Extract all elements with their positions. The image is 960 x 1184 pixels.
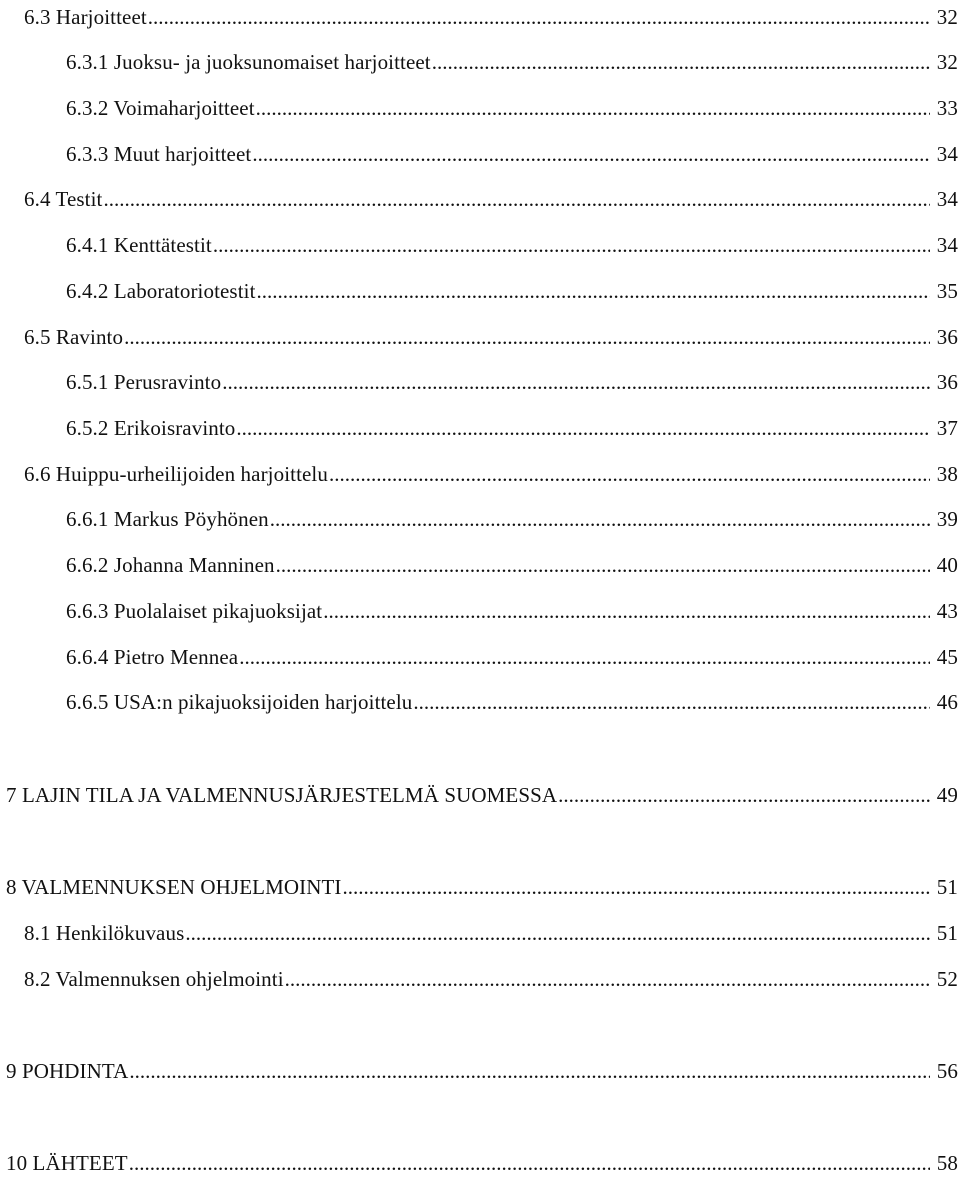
toc-entry-6-3-3[interactable] — [66, 137, 960, 171]
toc-entry-6-3[interactable] — [24, 0, 960, 34]
toc-entry-page: 46 — [936, 690, 958, 714]
toc-entry-6-5-2[interactable] — [66, 411, 960, 445]
toc-entry-label: 6.4 Testit — [24, 187, 103, 211]
toc-entry-page: 39 — [936, 507, 958, 531]
toc-entry-6-4-2[interactable] — [66, 274, 960, 308]
toc-entry-page: 56 — [936, 1059, 958, 1083]
dot-leader — [222, 365, 930, 399]
toc-entry-6-6-2[interactable] — [66, 548, 960, 582]
toc-entry-6-6[interactable] — [24, 457, 960, 491]
toc-entry-label: 6.3 Harjoitteet — [24, 5, 147, 29]
toc-entry-7[interactable] — [6, 778, 960, 812]
toc-entry-page: 49 — [936, 783, 958, 807]
toc-entry-label: 6.6.4 Pietro Mennea — [66, 645, 239, 669]
toc-entry-page: 34 — [936, 187, 958, 211]
toc-entry-page: 34 — [936, 233, 958, 257]
toc-entry-label: 6.3.3 Muut harjoitteet — [66, 142, 252, 166]
dot-leader — [270, 502, 930, 536]
dot-leader — [148, 0, 930, 34]
dot-leader — [185, 916, 930, 950]
dot-leader — [256, 91, 930, 125]
toc-entry-label: 6.5.2 Erikoisravinto — [66, 416, 236, 440]
toc-entry-8[interactable] — [6, 870, 960, 904]
toc-entry-label: 6.4.2 Laboratoriotestit — [66, 279, 256, 303]
toc-entry-label: 6.5 Ravinto — [24, 325, 124, 349]
toc-entry-9[interactable] — [6, 1054, 960, 1088]
dot-leader — [236, 411, 930, 445]
dot-leader — [124, 320, 930, 354]
toc-entry-page: 36 — [936, 325, 958, 349]
toc-entry-page: 32 — [936, 50, 958, 74]
dot-leader — [276, 548, 930, 582]
toc-entry-label: 7 LAJIN TILA JA VALMENNUSJÄRJESTELMÄ SUOMESSA — [6, 783, 558, 807]
toc-entry-10[interactable] — [6, 1146, 960, 1180]
toc-entry-label: 8.2 Valmennuksen ohjelmointi — [24, 967, 284, 991]
toc-entry-6-6-1[interactable] — [66, 502, 960, 536]
toc-entry-page: 43 — [936, 599, 958, 623]
dot-leader — [129, 1146, 930, 1180]
toc-entry-6-3-1[interactable] — [66, 45, 960, 79]
dot-leader — [252, 137, 930, 171]
toc-entry-page: 37 — [936, 416, 958, 440]
toc-entry-label: 6.6.3 Puolalaiset pikajuoksijat — [66, 599, 323, 623]
toc-entry-label: 8.1 Henkilökuvaus — [24, 921, 185, 945]
toc-entry-6-6-4[interactable] — [66, 640, 960, 674]
toc-entry-page: 52 — [936, 967, 958, 991]
toc-entry-page: 58 — [936, 1151, 958, 1175]
toc-entry-page: 33 — [936, 96, 958, 120]
dot-leader — [103, 182, 930, 216]
dot-leader — [329, 457, 930, 491]
toc-entry-label: 6.6.1 Markus Pöyhönen — [66, 507, 269, 531]
toc-entry-page: 38 — [936, 462, 958, 486]
toc-entry-6-6-5[interactable] — [66, 685, 960, 719]
toc-entry-page: 51 — [936, 921, 958, 945]
toc-entry-label: 8 VALMENNUKSEN OHJELMOINTI — [6, 875, 342, 899]
toc-entry-6-4-1[interactable] — [66, 228, 960, 262]
toc-entry-label: 6.5.1 Perusravinto — [66, 370, 222, 394]
toc-entry-label: 6.3.1 Juoksu- ja juoksunomaiset harjoitteet — [66, 50, 431, 74]
dot-leader — [558, 778, 930, 812]
toc-entry-page: 32 — [936, 5, 958, 29]
toc-entry-6-6-3[interactable] — [66, 594, 960, 628]
toc-entry-page: 34 — [936, 142, 958, 166]
toc-entry-page: 40 — [936, 553, 958, 577]
toc-entry-page: 51 — [936, 875, 958, 899]
toc-entry-page: 45 — [936, 645, 958, 669]
dot-leader — [213, 228, 930, 262]
toc-entry-label: 10 LÄHTEET — [6, 1151, 128, 1175]
dot-leader — [257, 274, 930, 308]
toc-entry-page: 36 — [936, 370, 958, 394]
dot-leader — [239, 640, 930, 674]
dot-leader — [285, 962, 930, 996]
toc-entry-6-4[interactable] — [24, 182, 960, 216]
toc-entry-label: 6.6 Huippu-urheilijoiden harjoittelu — [24, 462, 328, 486]
toc-entry-6-5[interactable] — [24, 320, 960, 354]
toc-entry-page: 35 — [936, 279, 958, 303]
dot-leader — [413, 685, 930, 719]
toc-entry-label: 9 POHDINTA — [6, 1059, 129, 1083]
dot-leader — [342, 870, 930, 904]
dot-leader — [432, 45, 930, 79]
toc-entry-label: 6.6.2 Johanna Manninen — [66, 553, 275, 577]
toc-entry-6-3-2[interactable] — [66, 91, 960, 125]
toc-entry-label: 6.3.2 Voimaharjoitteet — [66, 96, 255, 120]
toc-entry-label: 6.4.1 Kenttätestit — [66, 233, 212, 257]
toc-entry-8-1[interactable] — [24, 916, 960, 950]
dot-leader — [323, 594, 930, 628]
toc-entry-6-5-1[interactable] — [66, 365, 960, 399]
toc-entry-label: 6.6.5 USA:n pikajuoksijoiden harjoittelu — [66, 690, 413, 714]
toc-entry-8-2[interactable] — [24, 962, 960, 996]
dot-leader — [129, 1054, 930, 1088]
